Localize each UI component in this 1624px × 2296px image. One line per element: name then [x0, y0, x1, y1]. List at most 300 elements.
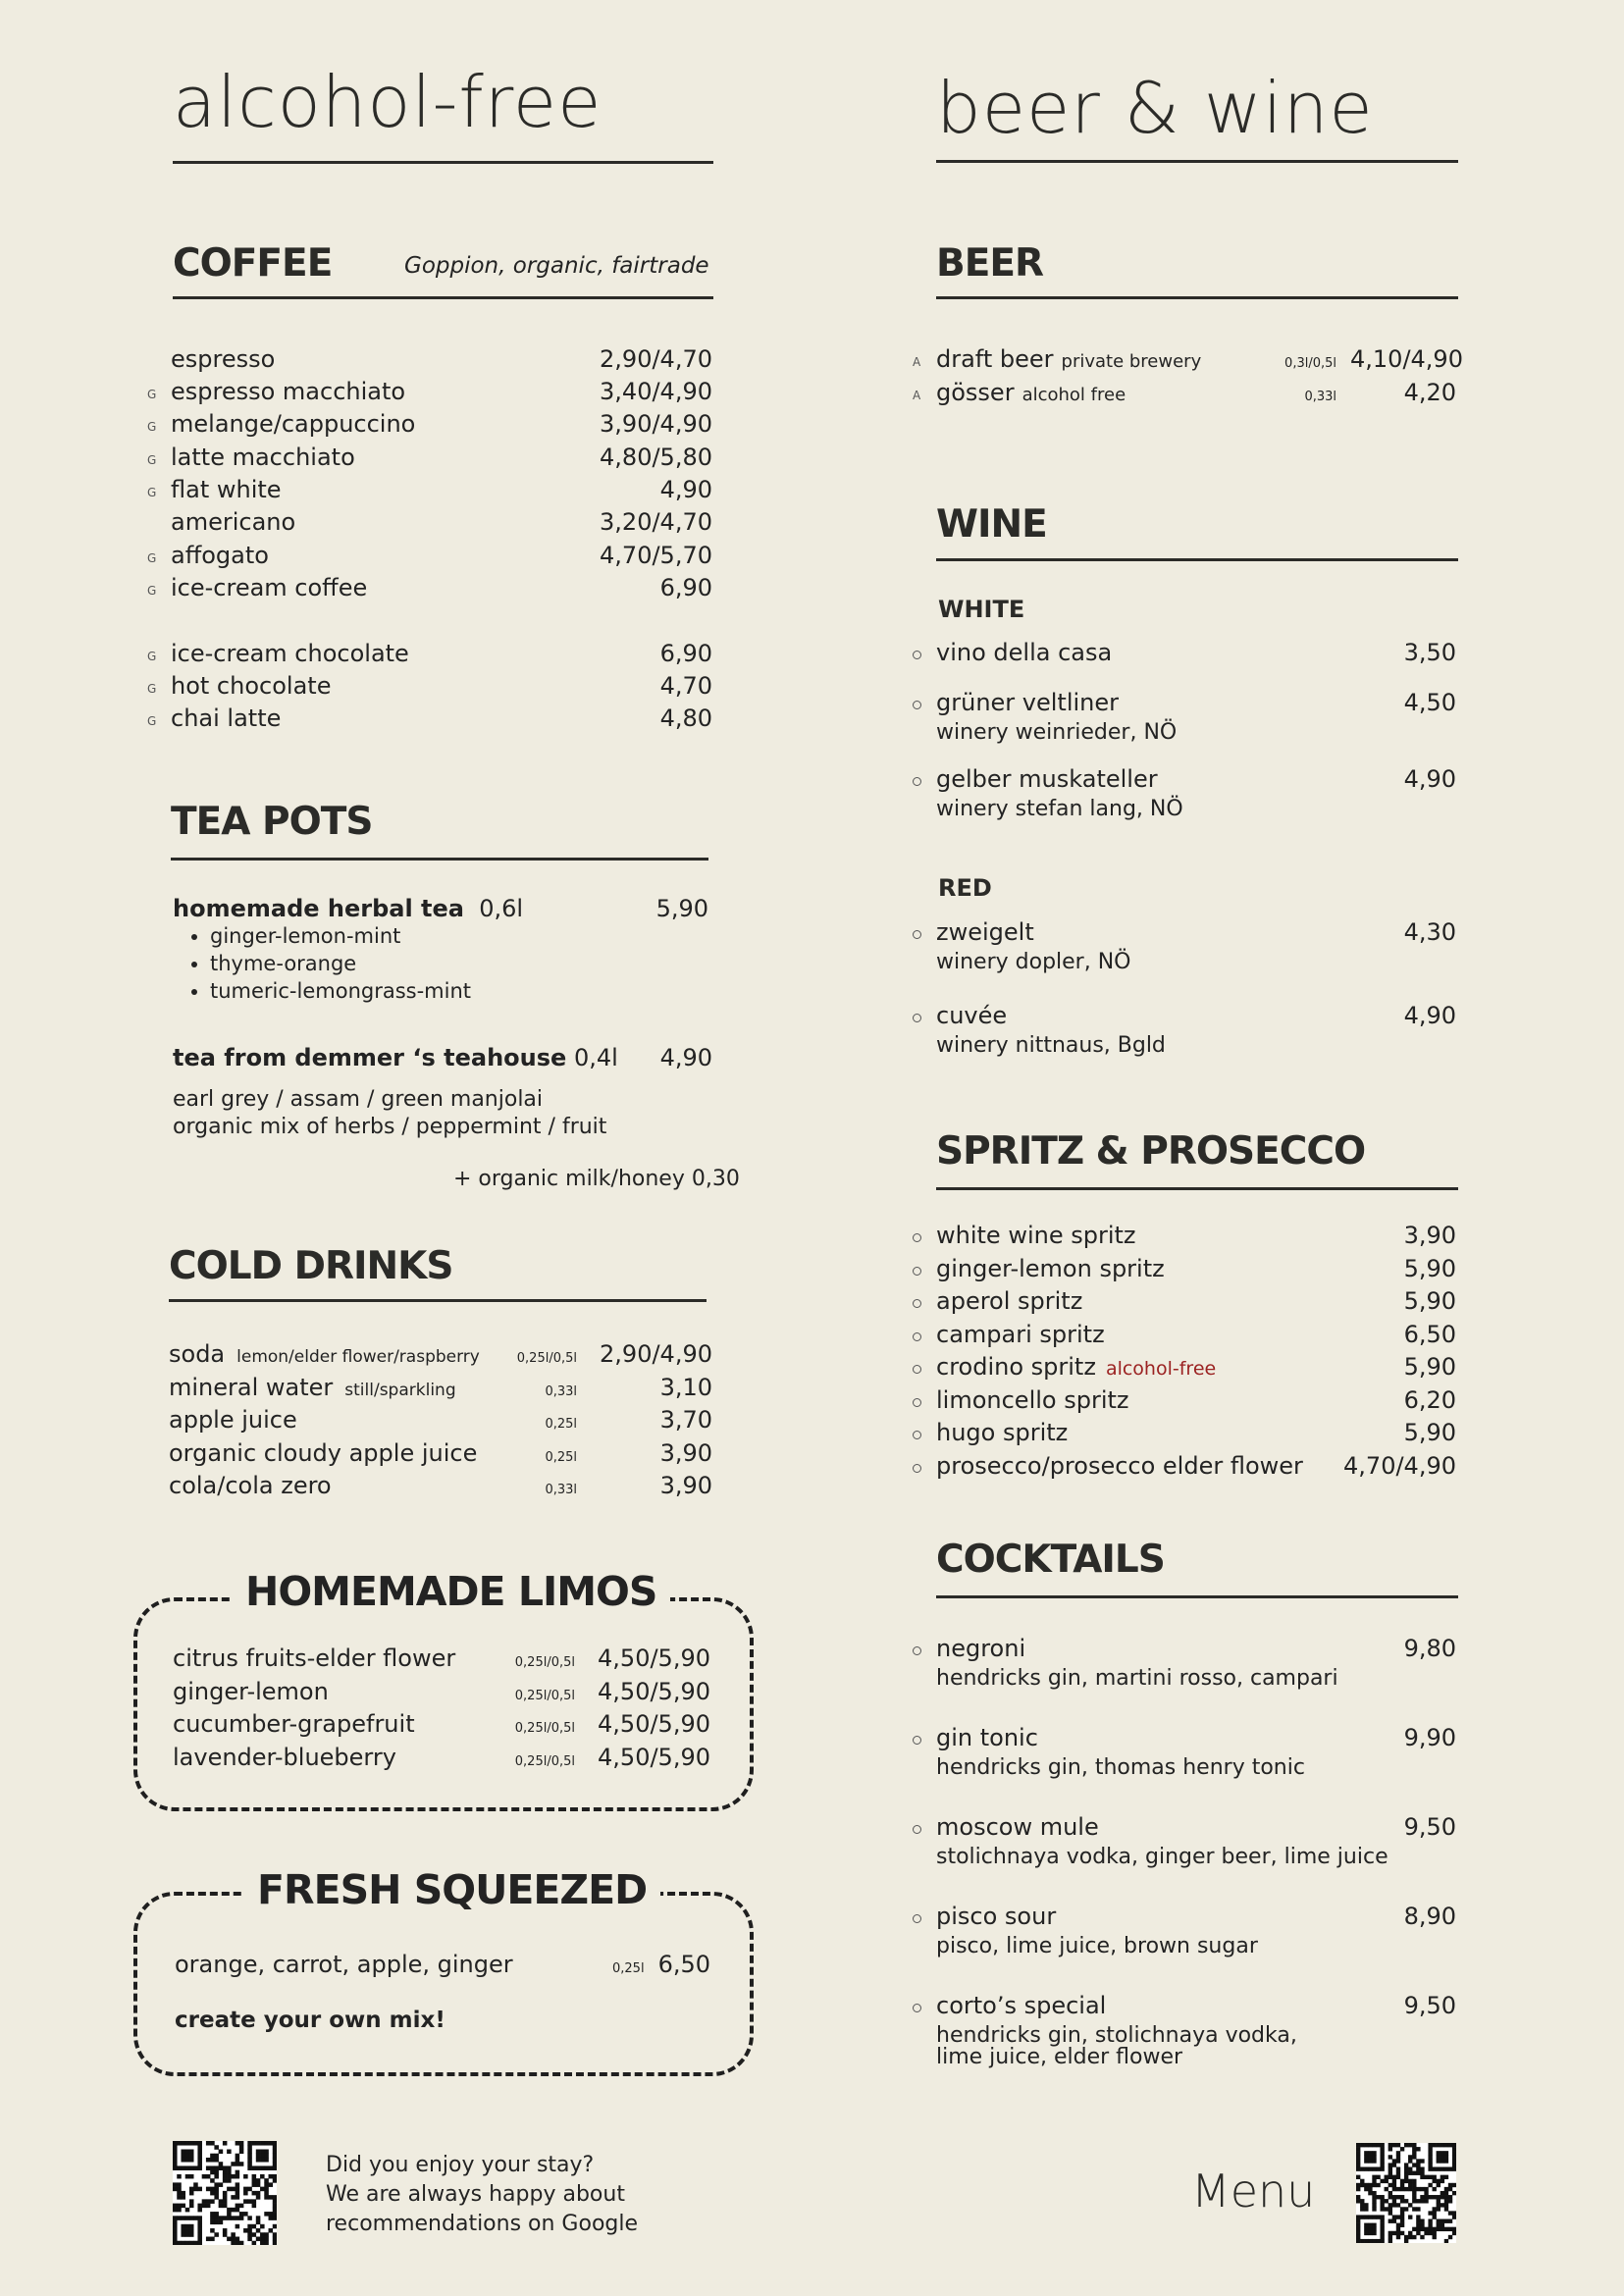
qr-module: [1408, 2187, 1412, 2191]
menu-item-name: [936, 1452, 1343, 1480]
qr-module: [1388, 2147, 1392, 2151]
qr-module: [210, 2199, 215, 2204]
qr-module: [1437, 2155, 1441, 2159]
coffee-heading: COFFEE: [173, 241, 333, 286]
qr-module: [193, 2182, 198, 2187]
qr-module: [1380, 2159, 1384, 2163]
qr-module: [1408, 2203, 1412, 2207]
menu-item-price: 4,50/5,90: [598, 1644, 710, 1672]
qr-module: [1372, 2151, 1376, 2155]
qr-module: [173, 2187, 178, 2192]
qr-module: [1424, 2231, 1428, 2235]
cocktail-ingredients: hendricks gin, thomas henry tonic: [936, 1755, 1305, 1780]
menu-item-price: 4,20: [1403, 379, 1456, 406]
divider: [936, 160, 1458, 163]
menu-item-row: [171, 476, 712, 505]
qr-module: [1428, 2195, 1432, 2199]
qr-module: [219, 2220, 224, 2225]
menu-item-row: [171, 508, 712, 538]
menu-item-name: [169, 1472, 545, 1499]
qr-module: [1444, 2219, 1448, 2223]
qr-module: [1368, 2143, 1372, 2147]
qr-module: [260, 2232, 265, 2237]
qr-module: [1433, 2179, 1437, 2183]
drink-volume: 0,33l: [1304, 390, 1336, 404]
qr-module: [1385, 2199, 1388, 2203]
fresh-cta: create your own mix!: [175, 2008, 445, 2033]
menu-item-row: [171, 640, 712, 669]
coffee-tagline: Goppion, organic, fairtrade: [404, 253, 709, 279]
qr-module: [1428, 2143, 1432, 2147]
bullet-circle-icon: [913, 1014, 921, 1022]
qr-module: [273, 2149, 277, 2154]
menu-item-row: [171, 542, 712, 571]
menu-item-price: 2,90/4,90: [600, 1340, 712, 1368]
google-review-qr-code[interactable]: [173, 2141, 277, 2245]
qr-module: [1360, 2199, 1364, 2203]
menu-item-name: [169, 1439, 545, 1467]
qr-module: [1408, 2143, 1412, 2147]
qr-module: [269, 2166, 274, 2170]
qr-module: [273, 2216, 277, 2220]
qr-module: [1444, 2199, 1448, 2203]
qr-module: [1452, 2166, 1456, 2170]
menu-item-row: [936, 1903, 1456, 1932]
qr-module: [273, 2237, 277, 2242]
qr-module: [1360, 2143, 1364, 2147]
qr-module: [189, 2199, 194, 2204]
menu-item-row: [171, 704, 712, 734]
qr-module: [1444, 2207, 1448, 2211]
menu-item-name: [936, 379, 1304, 406]
winery-name: winery weinrieder, NÖ: [936, 720, 1178, 745]
menu-item-name: grüner veltliner: [936, 689, 1120, 716]
qr-module: [181, 2149, 185, 2154]
qr-module: [219, 2216, 224, 2220]
qr-module: [210, 2228, 215, 2233]
qr-module: [189, 2216, 194, 2220]
qr-module: [189, 2232, 194, 2237]
qr-module: [236, 2158, 240, 2163]
drink-volume: 0,33l: [545, 1383, 577, 1399]
qr-module: [1452, 2163, 1456, 2166]
qr-module: [236, 2174, 240, 2179]
qr-module: [185, 2241, 190, 2245]
qr-module: [1380, 2231, 1384, 2235]
qr-module: [1412, 2227, 1416, 2231]
qr-module: [273, 2162, 277, 2166]
menu-item-price: 9,50: [1403, 1813, 1456, 1841]
qr-module: [1416, 2207, 1420, 2211]
qr-module: [1420, 2223, 1424, 2227]
qr-module: [1364, 2155, 1368, 2159]
menu-item-row: [171, 672, 712, 702]
qr-module: [210, 2178, 215, 2183]
menu-item-row: [936, 639, 1456, 668]
qr-module: [252, 2178, 257, 2183]
beer-note: alcohol free: [1022, 385, 1126, 405]
qr-module: [1372, 2155, 1376, 2159]
qr-module: [273, 2204, 277, 2209]
qr-module: [273, 2141, 277, 2146]
qr-module: [1356, 2195, 1360, 2199]
qr-module: [1364, 2143, 1368, 2147]
qr-module: [219, 2162, 224, 2166]
list-item: • ginger-lemon-mint: [210, 922, 471, 950]
qr-module: [273, 2224, 277, 2229]
qr-module: [1416, 2171, 1420, 2175]
qr-module: [1424, 2175, 1428, 2179]
marker-letter: G: [147, 486, 157, 499]
qr-module: [1368, 2159, 1372, 2163]
qr-module: [269, 2174, 274, 2179]
qr-module: [247, 2154, 252, 2159]
cocktail-ingredients: hendricks gin, stolichnaya vodka,: [936, 2023, 1297, 2048]
menu-item-row: [171, 378, 712, 407]
divider: [173, 161, 713, 164]
qr-module: [1441, 2155, 1444, 2159]
qr-module: [252, 2191, 257, 2196]
qr-module: [260, 2149, 265, 2154]
qr-module: [1416, 2166, 1420, 2170]
qr-module: [1368, 2191, 1372, 2195]
qr-module: [1404, 2166, 1408, 2170]
qr-module: [1420, 2219, 1424, 2223]
qr-module: [1376, 2175, 1380, 2179]
menu-item-price: 4,90: [1403, 765, 1456, 793]
qr-module: [1428, 2183, 1432, 2187]
tea-extra-note: + organic milk/honey 0,30: [453, 1167, 740, 1191]
qr-module: [181, 2191, 185, 2196]
marker-letter: G: [147, 551, 157, 565]
qr-module: [247, 2237, 252, 2242]
qr-module: [236, 2241, 240, 2245]
qr-module: [1360, 2166, 1364, 2170]
bullet-circle-icon: [913, 1464, 921, 1473]
qr-module: [1356, 2155, 1360, 2159]
qr-module: [1364, 2223, 1368, 2227]
qr-module: [1364, 2159, 1368, 2163]
qr-module: [1396, 2203, 1400, 2207]
qr-module: [1428, 2227, 1432, 2231]
qr-module: [1408, 2231, 1412, 2235]
qr-module: [1437, 2159, 1441, 2163]
menu-item-row: [936, 1635, 1456, 1664]
qr-module: [189, 2141, 194, 2146]
spritz-name: limoncello spritz: [936, 1385, 1129, 1414]
menu-item-row: [936, 345, 1463, 375]
qr-module: [269, 2228, 274, 2233]
qr-module: [243, 2187, 248, 2192]
menu-item-price: 3,20/4,70: [600, 508, 712, 536]
qr-pattern: [1356, 2143, 1456, 2243]
menu-item-name: ginger-lemon: [173, 1677, 329, 1705]
qr-module: [1441, 2227, 1444, 2231]
qr-module: [1441, 2143, 1444, 2147]
qr-module: [223, 2199, 228, 2204]
menu-item-row: [173, 1744, 710, 1773]
qr-module: [1388, 2175, 1392, 2179]
qr-module: [1444, 2203, 1448, 2207]
qr-module: [185, 2149, 190, 2154]
qr-module: [269, 2216, 274, 2220]
qr-module: [1441, 2203, 1444, 2207]
qr-module: [1364, 2215, 1368, 2218]
bullet-circle-icon: [913, 1646, 921, 1655]
qr-module: [1404, 2187, 1408, 2191]
footer-line-1: Did you enjoy your stay?: [326, 2153, 595, 2177]
menu-item-price: 3,90: [1403, 1222, 1456, 1249]
qr-module: [181, 2232, 185, 2237]
qr-module: [1360, 2207, 1364, 2211]
qr-module: [236, 2237, 240, 2242]
qr-pattern: [173, 2141, 277, 2245]
qr-module: [1392, 2215, 1396, 2218]
demmer-tea-varieties: earl grey / assam / green manjolai: [173, 1087, 544, 1112]
qr-module: [1396, 2171, 1400, 2175]
qr-module: [210, 2216, 215, 2220]
qr-module: [1388, 2219, 1392, 2223]
qr-module: [256, 2182, 261, 2187]
qr-module: [264, 2232, 269, 2237]
qr-module: [231, 2162, 236, 2166]
qr-module: [1408, 2183, 1412, 2187]
beer-heading: BEER: [936, 241, 1044, 286]
qr-module: [214, 2145, 219, 2150]
drink-volume: 0,25l/0,5l: [514, 1721, 575, 1736]
qr-module: [1392, 2159, 1396, 2163]
fresh-item-price: 6,50: [657, 1951, 710, 1978]
marker-letter: G: [147, 388, 157, 401]
qr-module: [1392, 2219, 1396, 2223]
qr-module: [214, 2170, 219, 2175]
menu-item-row: [169, 1374, 712, 1403]
qr-module: [1385, 2179, 1388, 2183]
footer-line-2: We are always happy about: [326, 2182, 625, 2207]
spritz-name: campari spritz: [936, 1320, 1105, 1348]
qr-module: [1356, 2187, 1360, 2191]
qr-module: [243, 2228, 248, 2233]
fresh-item-volume: 0,25l: [612, 1961, 645, 1976]
qr-module: [1356, 2199, 1360, 2203]
beer-note: private brewery: [1061, 351, 1202, 372]
qr-module: [1356, 2147, 1360, 2151]
qr-module: [214, 2232, 219, 2237]
qr-module: [1412, 2199, 1416, 2203]
menu-item-name: chai latte: [171, 704, 282, 732]
menu-item-name: vino della casa: [936, 639, 1113, 666]
divider: [173, 296, 713, 299]
menu-item-name: hot chocolate: [171, 672, 332, 700]
qr-module: [197, 2208, 202, 2213]
qr-module: [1412, 2179, 1416, 2183]
qr-module: [1404, 2143, 1408, 2147]
qr-module: [197, 2241, 202, 2245]
qr-module: [247, 2141, 252, 2146]
qr-module: [1452, 2159, 1456, 2163]
qr-module: [1376, 2143, 1380, 2147]
menu-item-name: espresso macchiato: [171, 378, 406, 405]
qr-module: [1428, 2159, 1432, 2163]
qr-module: [239, 2145, 244, 2150]
qr-module: [1380, 2215, 1384, 2218]
menu-item-name: cuvée: [936, 1002, 1008, 1029]
qr-module: [173, 2228, 178, 2233]
qr-module: [227, 2170, 232, 2175]
demmer-tea-name: tea from demmer ‘s teahouse: [173, 1044, 567, 1071]
qr-module: [1392, 2195, 1396, 2199]
qr-module: [1372, 2195, 1376, 2199]
qr-module: [197, 2224, 202, 2229]
qr-module: [219, 2182, 224, 2187]
qr-module: [1396, 2227, 1400, 2231]
bullet-circle-icon: [913, 1332, 921, 1341]
qr-module: [1372, 2179, 1376, 2183]
qr-module: [236, 2170, 240, 2175]
tea-pots-heading: TEA POTS: [171, 800, 373, 844]
bullet-circle-icon: [913, 1825, 921, 1834]
qr-module: [1368, 2231, 1372, 2235]
qr-module: [1360, 2203, 1364, 2207]
qr-module: [252, 2224, 257, 2229]
qr-module: [1388, 2191, 1392, 2195]
qr-module: [1356, 2159, 1360, 2163]
qr-module: [1420, 2195, 1424, 2199]
qr-module: [214, 2191, 219, 2196]
qr-module: [260, 2187, 265, 2192]
bullet-circle-icon: [913, 777, 921, 786]
qr-module: [1400, 2231, 1404, 2235]
qr-module: [247, 2216, 252, 2220]
qr-module: [197, 2154, 202, 2159]
menu-item-price: 4,80/5,80: [600, 444, 712, 471]
menu-item-row: [936, 918, 1456, 948]
spritz-name: white wine spritz: [936, 1222, 1136, 1249]
menu-item-row: [173, 1678, 710, 1707]
qr-module: [189, 2224, 194, 2229]
qr-module: [223, 2232, 228, 2237]
qr-module: [231, 2232, 236, 2237]
menu-item-name: [936, 1353, 1404, 1381]
qr-module: [1372, 2159, 1376, 2163]
qr-module: [247, 2199, 252, 2204]
qr-module: [173, 2208, 178, 2213]
qr-module: [1420, 2235, 1424, 2239]
menu-item-name: americano: [171, 508, 296, 536]
qr-module: [1396, 2195, 1400, 2199]
qr-module: [181, 2224, 185, 2229]
divider: [936, 558, 1458, 561]
qr-module: [256, 2195, 261, 2200]
qr-module: [1385, 2175, 1388, 2179]
qr-module: [1408, 2235, 1412, 2239]
qr-module: [214, 2154, 219, 2159]
cocktails-heading: COCKTAILS: [936, 1538, 1165, 1582]
qr-module: [1424, 2195, 1428, 2199]
qr-module: [1433, 2175, 1437, 2179]
bullet-circle-icon: [913, 2004, 921, 2012]
qr-module: [1441, 2195, 1444, 2199]
qr-module: [1400, 2223, 1404, 2227]
qr-module: [202, 2204, 207, 2209]
qr-module: [1380, 2199, 1384, 2203]
qr-module: [1416, 2147, 1420, 2151]
qr-module: [1433, 2143, 1437, 2147]
menu-qr-code[interactable]: [1356, 2143, 1456, 2243]
qr-module: [210, 2237, 215, 2242]
qr-module: [227, 2174, 232, 2179]
winery-name: winery nittnaus, Bgld: [936, 1033, 1166, 1058]
qr-module: [1416, 2219, 1420, 2223]
qr-module: [273, 2199, 277, 2204]
list-item: • tumeric-lemongrass-mint: [210, 977, 471, 1005]
qr-module: [1412, 2147, 1416, 2151]
qr-module: [173, 2204, 178, 2209]
qr-module: [1437, 2203, 1441, 2207]
qr-module: [264, 2237, 269, 2242]
qr-module: [189, 2174, 194, 2179]
menu-item-name: cucumber-grapefruit: [173, 1710, 415, 1738]
qr-module: [236, 2182, 240, 2187]
footer-line-3: recommendations on Google: [326, 2212, 639, 2236]
qr-module: [1356, 2223, 1360, 2227]
menu-item-price: 4,90: [659, 476, 712, 503]
qr-module: [252, 2204, 257, 2209]
qr-module: [273, 2212, 277, 2217]
menu-item-name: melange/cappuccino: [171, 410, 416, 438]
qr-module: [1380, 2207, 1384, 2211]
qr-module: [252, 2241, 257, 2245]
qr-module: [1372, 2223, 1376, 2227]
qr-module: [173, 2154, 178, 2159]
qr-module: [197, 2158, 202, 2163]
qr-module: [264, 2149, 269, 2154]
menu-item-price: 3,90: [659, 1438, 712, 1467]
qr-module: [1368, 2155, 1372, 2159]
qr-module: [1444, 2155, 1448, 2159]
qr-module: [231, 2241, 236, 2245]
qr-module: [247, 2149, 252, 2154]
qr-module: [1360, 2239, 1364, 2243]
qr-module: [260, 2158, 265, 2163]
qr-module: [273, 2174, 277, 2179]
qr-module: [181, 2166, 185, 2170]
qr-module: [1448, 2166, 1452, 2170]
qr-module: [1372, 2143, 1376, 2147]
qr-module: [1408, 2171, 1412, 2175]
qr-module: [239, 2162, 244, 2166]
menu-item-price: 9,90: [1403, 1724, 1456, 1751]
marker-letter: G: [147, 682, 157, 696]
qr-module: [223, 2178, 228, 2183]
drink-name: soda: [169, 1340, 226, 1368]
qr-module: [1376, 2166, 1380, 2170]
qr-module: [260, 2224, 265, 2229]
qr-module: [1392, 2175, 1396, 2179]
qr-module: [236, 2195, 240, 2200]
qr-module: [1388, 2163, 1392, 2166]
drink-note: lemon/elder flower/raspberry: [236, 1347, 480, 1367]
qr-module: [1428, 2166, 1432, 2170]
qr-module: [219, 2149, 224, 2154]
qr-module: [1400, 2199, 1404, 2203]
qr-module: [239, 2212, 244, 2217]
menu-item-price: 4,90: [1403, 1002, 1456, 1029]
marker-letter: G: [147, 650, 157, 663]
qr-module: [214, 2195, 219, 2200]
qr-module: [189, 2241, 194, 2245]
qr-module: [236, 2162, 240, 2166]
